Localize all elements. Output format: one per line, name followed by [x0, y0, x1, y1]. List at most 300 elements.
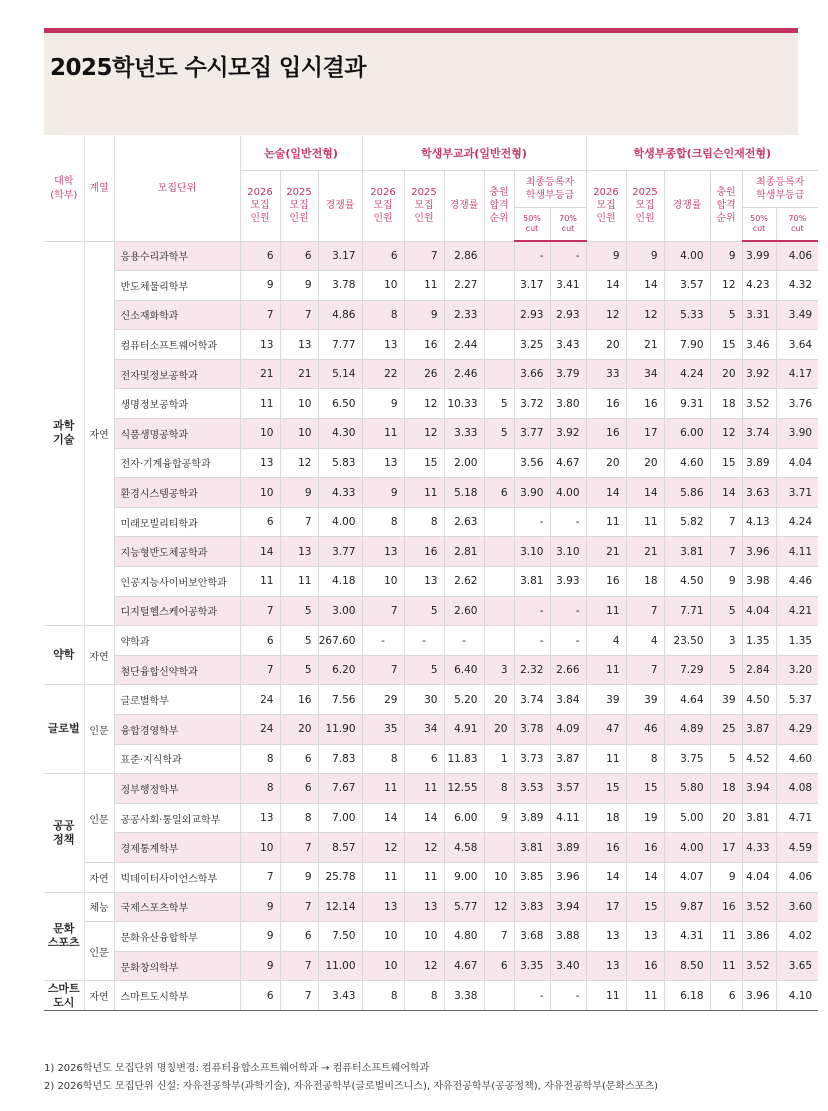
value-cell: 8: [362, 300, 404, 330]
value-cell: 4.00: [664, 833, 710, 863]
value-cell: 7: [240, 655, 280, 685]
value-cell: 12: [280, 448, 318, 478]
value-cell: 10: [362, 271, 404, 301]
value-cell: 3.25: [514, 330, 550, 360]
value-cell: 2.93: [514, 300, 550, 330]
value-cell: 6: [240, 626, 280, 656]
value-cell: 18: [586, 803, 626, 833]
value-cell: 7: [362, 655, 404, 685]
value-cell: 20: [710, 803, 742, 833]
value-cell: 3.64: [776, 330, 818, 360]
unit-cell: 전자·기계융합공학과: [114, 448, 240, 478]
group-comprehensive-header: 학생부종합(크림슨인재전형): [586, 136, 818, 171]
value-cell: 3.57: [550, 774, 586, 804]
value-cell: 2.66: [550, 655, 586, 685]
value-cell: 11: [586, 655, 626, 685]
value-cell: 14: [240, 537, 280, 567]
value-cell: 26: [404, 359, 444, 389]
value-cell: 9: [484, 803, 514, 833]
unit-cell: 국제스포츠학부: [114, 892, 240, 922]
value-cell: 3.49: [776, 300, 818, 330]
value-cell: [484, 981, 514, 1011]
value-cell: 3.17: [318, 241, 362, 271]
value-cell: 15: [626, 774, 664, 804]
value-cell: 7: [484, 922, 514, 952]
value-cell: 4.32: [776, 271, 818, 301]
value-cell: 4.04: [776, 448, 818, 478]
value-cell: 6: [280, 241, 318, 271]
value-cell: 8: [626, 744, 664, 774]
value-cell: 4.08: [776, 774, 818, 804]
comp-grade-label: 최종등록자 학생부등급: [756, 177, 805, 201]
value-cell: 11: [586, 981, 626, 1011]
value-cell: 21: [626, 330, 664, 360]
value-cell: 2.33: [444, 300, 484, 330]
value-cell: 8: [240, 774, 280, 804]
college-cell: 약학: [44, 626, 84, 685]
value-cell: 20: [484, 685, 514, 715]
value-cell: 7: [280, 981, 318, 1011]
rec-cap2025-label: 2025 모집 인원: [411, 187, 437, 225]
value-cell: 10: [484, 862, 514, 892]
value-cell: 10: [362, 951, 404, 981]
value-cell: 39: [586, 685, 626, 715]
value-cell: 8: [362, 981, 404, 1011]
value-cell: 9: [710, 862, 742, 892]
value-cell: 13: [586, 951, 626, 981]
value-cell: 4.17: [776, 359, 818, 389]
rec-ratio: 경쟁률: [444, 171, 484, 242]
value-cell: 3.86: [742, 922, 776, 952]
value-cell: 7: [404, 241, 444, 271]
value-cell: 8: [484, 774, 514, 804]
value-cell: 4.30: [318, 419, 362, 449]
table-row: [44, 981, 818, 1011]
value-cell: 12: [404, 951, 444, 981]
table-row: [44, 951, 818, 981]
value-cell: 16: [404, 537, 444, 567]
value-cell: 8.50: [664, 951, 710, 981]
value-cell: 3.74: [514, 685, 550, 715]
value-cell: 11: [626, 981, 664, 1011]
value-cell: 4.80: [444, 922, 484, 952]
value-cell: 3.68: [514, 922, 550, 952]
value-cell: 8.57: [318, 833, 362, 863]
col-track-label: 계열: [89, 183, 109, 195]
value-cell: 7: [280, 300, 318, 330]
value-cell: 1.35: [742, 626, 776, 656]
value-cell: 12: [362, 833, 404, 863]
value-cell: 9: [710, 241, 742, 271]
col-college-header: [44, 136, 84, 241]
value-cell: 23.50: [664, 626, 710, 656]
value-cell: 3.94: [742, 774, 776, 804]
value-cell: 11: [404, 862, 444, 892]
comp-cap2026-label: 2026 모집 인원: [593, 187, 619, 225]
value-cell: 13: [362, 892, 404, 922]
value-cell: 6: [484, 951, 514, 981]
value-cell: 6.00: [664, 419, 710, 449]
value-cell: 16: [280, 685, 318, 715]
rec-cap2026: [362, 171, 404, 242]
value-cell: 4.33: [318, 478, 362, 508]
table-row: [44, 833, 818, 863]
value-cell: 14: [626, 478, 664, 508]
table-row: [44, 685, 818, 715]
value-cell: -: [550, 596, 586, 626]
value-cell: 3.60: [776, 892, 818, 922]
value-cell: 3.43: [550, 330, 586, 360]
value-cell: 6: [280, 744, 318, 774]
value-cell: 3.53: [514, 774, 550, 804]
footnote-2: 2) 2026학년도 모집단위 신설: 자유전공학부(과학기술), 자유전공학부(글로벌비즈니스), 자유전공학부(공공정책), 자유전공학부(문화스포츠): [44, 1081, 659, 1092]
value-cell: 2.46: [444, 359, 484, 389]
value-cell: 9: [362, 389, 404, 419]
value-cell: 12: [404, 419, 444, 449]
value-cell: 2.81: [444, 537, 484, 567]
col-unit-label: 모집단위: [157, 183, 197, 195]
value-cell: 3.81: [514, 833, 550, 863]
value-cell: 3.85: [514, 862, 550, 892]
value-cell: 15: [404, 448, 444, 478]
value-cell: 4.64: [664, 685, 710, 715]
value-cell: 5.37: [776, 685, 818, 715]
value-cell: 10.33: [444, 389, 484, 419]
results-table: [44, 136, 818, 1011]
value-cell: 4.60: [776, 744, 818, 774]
value-cell: 16: [710, 892, 742, 922]
value-cell: 46: [626, 715, 664, 745]
track-cell: 인문: [84, 685, 114, 774]
value-cell: 10: [404, 922, 444, 952]
value-cell: 18: [710, 774, 742, 804]
value-cell: 12: [710, 271, 742, 301]
value-cell: 21: [626, 537, 664, 567]
page-header: [44, 33, 798, 135]
value-cell: 267.60: [318, 626, 362, 656]
value-cell: 9.87: [664, 892, 710, 922]
table-row: [44, 626, 818, 656]
unit-cell: 컴퓨터소프트웨어학과: [114, 330, 240, 360]
footnotes: [44, 1060, 658, 1096]
table-row: [44, 537, 818, 567]
value-cell: 17: [586, 892, 626, 922]
college-cell: 스마트 도시: [44, 981, 84, 1011]
table-row: [44, 567, 818, 597]
unit-cell: 지능형반도체공학과: [114, 537, 240, 567]
value-cell: 9.31: [664, 389, 710, 419]
value-cell: 13: [280, 330, 318, 360]
essay-cap2025-label: 2025 모집 인원: [286, 187, 312, 225]
unit-cell: 디지털헬스케어공학과: [114, 596, 240, 626]
table-row: [44, 922, 818, 952]
value-cell: 11: [710, 951, 742, 981]
value-cell: 12: [404, 833, 444, 863]
value-cell: 7.00: [318, 803, 362, 833]
value-cell: 3.10: [514, 537, 550, 567]
value-cell: 19: [626, 803, 664, 833]
value-cell: 3.75: [664, 744, 710, 774]
value-cell: 11: [586, 507, 626, 537]
unit-cell: 환경시스템공학과: [114, 478, 240, 508]
table-row: [44, 892, 818, 922]
unit-cell: 표준·지식학과: [114, 744, 240, 774]
value-cell: 12.14: [318, 892, 362, 922]
value-cell: 9: [710, 567, 742, 597]
value-cell: 13: [626, 922, 664, 952]
value-cell: 9: [586, 241, 626, 271]
unit-cell: 전자및정보공학과: [114, 359, 240, 389]
value-cell: 4: [586, 626, 626, 656]
value-cell: 3.81: [742, 803, 776, 833]
value-cell: 6.40: [444, 655, 484, 685]
value-cell: 3.77: [318, 537, 362, 567]
value-cell: 9: [280, 862, 318, 892]
value-cell: 2.32: [514, 655, 550, 685]
value-cell: 3.33: [444, 419, 484, 449]
unit-cell: 글로벌학부: [114, 685, 240, 715]
track-cell: 인문: [84, 922, 114, 981]
value-cell: 11.90: [318, 715, 362, 745]
value-cell: 8: [404, 507, 444, 537]
value-cell: 4.33: [742, 833, 776, 863]
comp-cap2025: [626, 171, 664, 242]
value-cell: 3.87: [742, 715, 776, 745]
table-row: [44, 774, 818, 804]
value-cell: 4.59: [776, 833, 818, 863]
value-cell: 7.56: [318, 685, 362, 715]
value-cell: 3.90: [776, 419, 818, 449]
value-cell: 7: [280, 507, 318, 537]
value-cell: 7: [280, 833, 318, 863]
table-row: [44, 744, 818, 774]
value-cell: 47: [586, 715, 626, 745]
rec-cut70: [550, 208, 586, 242]
value-cell: 4.07: [664, 862, 710, 892]
value-cell: [484, 567, 514, 597]
table-row: [44, 271, 818, 301]
value-cell: 11: [404, 478, 444, 508]
value-cell: -: [514, 596, 550, 626]
unit-cell: 융합경영학부: [114, 715, 240, 745]
table-row: [44, 507, 818, 537]
table-row: [44, 389, 818, 419]
value-cell: 15: [626, 892, 664, 922]
value-cell: 8: [362, 744, 404, 774]
comp-rank: [710, 171, 742, 242]
value-cell: 2.60: [444, 596, 484, 626]
value-cell: [484, 241, 514, 271]
value-cell: 5.80: [664, 774, 710, 804]
unit-cell: 응용수리과학부: [114, 241, 240, 271]
table-row: [44, 300, 818, 330]
value-cell: [484, 330, 514, 360]
value-cell: 3.71: [776, 478, 818, 508]
college-cell: 공공 정책: [44, 774, 84, 892]
value-cell: 22: [362, 359, 404, 389]
value-cell: 3.56: [514, 448, 550, 478]
value-cell: 16: [586, 389, 626, 419]
value-cell: [484, 596, 514, 626]
value-cell: 7.71: [664, 596, 710, 626]
track-cell: 인문: [84, 774, 114, 863]
value-cell: 39: [710, 685, 742, 715]
value-cell: 3.92: [742, 359, 776, 389]
value-cell: -: [550, 626, 586, 656]
value-cell: 4.52: [742, 744, 776, 774]
value-cell: 2.86: [444, 241, 484, 271]
value-cell: 11.83: [444, 744, 484, 774]
value-cell: 5: [710, 596, 742, 626]
rec-cut50: [514, 208, 550, 242]
value-cell: 4.06: [776, 241, 818, 271]
value-cell: 3.52: [742, 389, 776, 419]
value-cell: 34: [626, 359, 664, 389]
value-cell: 3.90: [514, 478, 550, 508]
value-cell: 4.46: [776, 567, 818, 597]
value-cell: 4.67: [444, 951, 484, 981]
value-cell: 5.20: [444, 685, 484, 715]
value-cell: [484, 300, 514, 330]
value-cell: [484, 507, 514, 537]
value-cell: -: [514, 241, 550, 271]
value-cell: 7.50: [318, 922, 362, 952]
unit-cell: 공공사회·통일외교학부: [114, 803, 240, 833]
value-cell: 11: [240, 567, 280, 597]
value-cell: 6: [484, 478, 514, 508]
table-row: [44, 330, 818, 360]
rec-cap2025: [404, 171, 444, 242]
value-cell: 16: [404, 330, 444, 360]
college-cell: 문화 스포츠: [44, 892, 84, 981]
value-cell: 12: [710, 419, 742, 449]
track-cell: 자연: [84, 241, 114, 626]
value-cell: 4.71: [776, 803, 818, 833]
value-cell: 3.81: [664, 537, 710, 567]
rec-cap2026-label: 2026 모집 인원: [370, 187, 396, 225]
value-cell: 11: [362, 774, 404, 804]
value-cell: 2.27: [444, 271, 484, 301]
value-cell: 7: [280, 951, 318, 981]
value-cell: 11: [404, 271, 444, 301]
comp-cap2026: [586, 171, 626, 242]
value-cell: 12: [404, 389, 444, 419]
essay-cap2026: [240, 171, 280, 242]
essay-ratio: 경쟁률: [318, 171, 362, 242]
value-cell: 15: [586, 774, 626, 804]
value-cell: 6: [362, 241, 404, 271]
value-cell: 3.96: [550, 862, 586, 892]
value-cell: [484, 271, 514, 301]
comp-cut70-label: 70% cut: [788, 214, 807, 233]
value-cell: 2.84: [742, 655, 776, 685]
value-cell: 4.09: [550, 715, 586, 745]
value-cell: 9: [240, 951, 280, 981]
value-cell: 3.77: [514, 419, 550, 449]
value-cell: 13: [362, 537, 404, 567]
value-cell: 3.73: [514, 744, 550, 774]
value-cell: 6.20: [318, 655, 362, 685]
value-cell: 3.99: [742, 241, 776, 271]
value-cell: 4.11: [550, 803, 586, 833]
value-cell: 9: [240, 892, 280, 922]
value-cell: 3.52: [742, 892, 776, 922]
value-cell: 5: [280, 596, 318, 626]
value-cell: 13: [404, 567, 444, 597]
value-cell: 10: [362, 567, 404, 597]
value-cell: [484, 626, 514, 656]
value-cell: 9: [240, 922, 280, 952]
value-cell: 7: [626, 596, 664, 626]
value-cell: 14: [586, 862, 626, 892]
track-cell: 자연: [84, 626, 114, 685]
value-cell: 29: [362, 685, 404, 715]
value-cell: 16: [586, 833, 626, 863]
table-row: [44, 655, 818, 685]
value-cell: 3.38: [444, 981, 484, 1011]
value-cell: 5: [404, 596, 444, 626]
value-cell: 14: [362, 803, 404, 833]
value-cell: 13: [240, 448, 280, 478]
value-cell: 3.78: [318, 271, 362, 301]
value-cell: 12: [586, 300, 626, 330]
college-cell: 글로벌: [44, 685, 84, 774]
value-cell: 11: [404, 774, 444, 804]
value-cell: 5: [280, 655, 318, 685]
value-cell: 2.44: [444, 330, 484, 360]
value-cell: 4.60: [664, 448, 710, 478]
value-cell: 4.18: [318, 567, 362, 597]
table-row: [44, 715, 818, 745]
value-cell: 3.93: [550, 567, 586, 597]
value-cell: 14: [404, 803, 444, 833]
value-cell: 13: [240, 803, 280, 833]
value-cell: 4.04: [742, 862, 776, 892]
value-cell: 18: [626, 567, 664, 597]
value-cell: 2.00: [444, 448, 484, 478]
value-cell: 5.83: [318, 448, 362, 478]
value-cell: 3.46: [742, 330, 776, 360]
unit-cell: 스마트도시학부: [114, 981, 240, 1011]
value-cell: 11: [362, 862, 404, 892]
value-cell: 33: [586, 359, 626, 389]
value-cell: 34: [404, 715, 444, 745]
value-cell: 3.17: [514, 271, 550, 301]
value-cell: 4.91: [444, 715, 484, 745]
value-cell: 4.50: [742, 685, 776, 715]
value-cell: 5.18: [444, 478, 484, 508]
value-cell: 20: [280, 715, 318, 745]
footnote-1: 1) 2026학년도 모집단위 명칭변경: 컴퓨터융합소프트웨어학과 → 컴퓨터소프트웨어학과: [44, 1063, 430, 1074]
value-cell: 20: [586, 448, 626, 478]
unit-cell: 약학과: [114, 626, 240, 656]
value-cell: 15: [710, 448, 742, 478]
rec-rank-label: 충원 합격 순위: [489, 187, 509, 225]
value-cell: 10: [362, 922, 404, 952]
value-cell: 21: [586, 537, 626, 567]
value-cell: 2.62: [444, 567, 484, 597]
rec-rank: [484, 171, 514, 242]
value-cell: 16: [626, 951, 664, 981]
value-cell: 3: [484, 655, 514, 685]
value-cell: 13: [404, 892, 444, 922]
value-cell: 1: [484, 744, 514, 774]
comp-cut70: [776, 208, 818, 242]
value-cell: 13: [280, 537, 318, 567]
value-cell: 7: [280, 892, 318, 922]
value-cell: 39: [626, 685, 664, 715]
value-cell: 24: [240, 715, 280, 745]
